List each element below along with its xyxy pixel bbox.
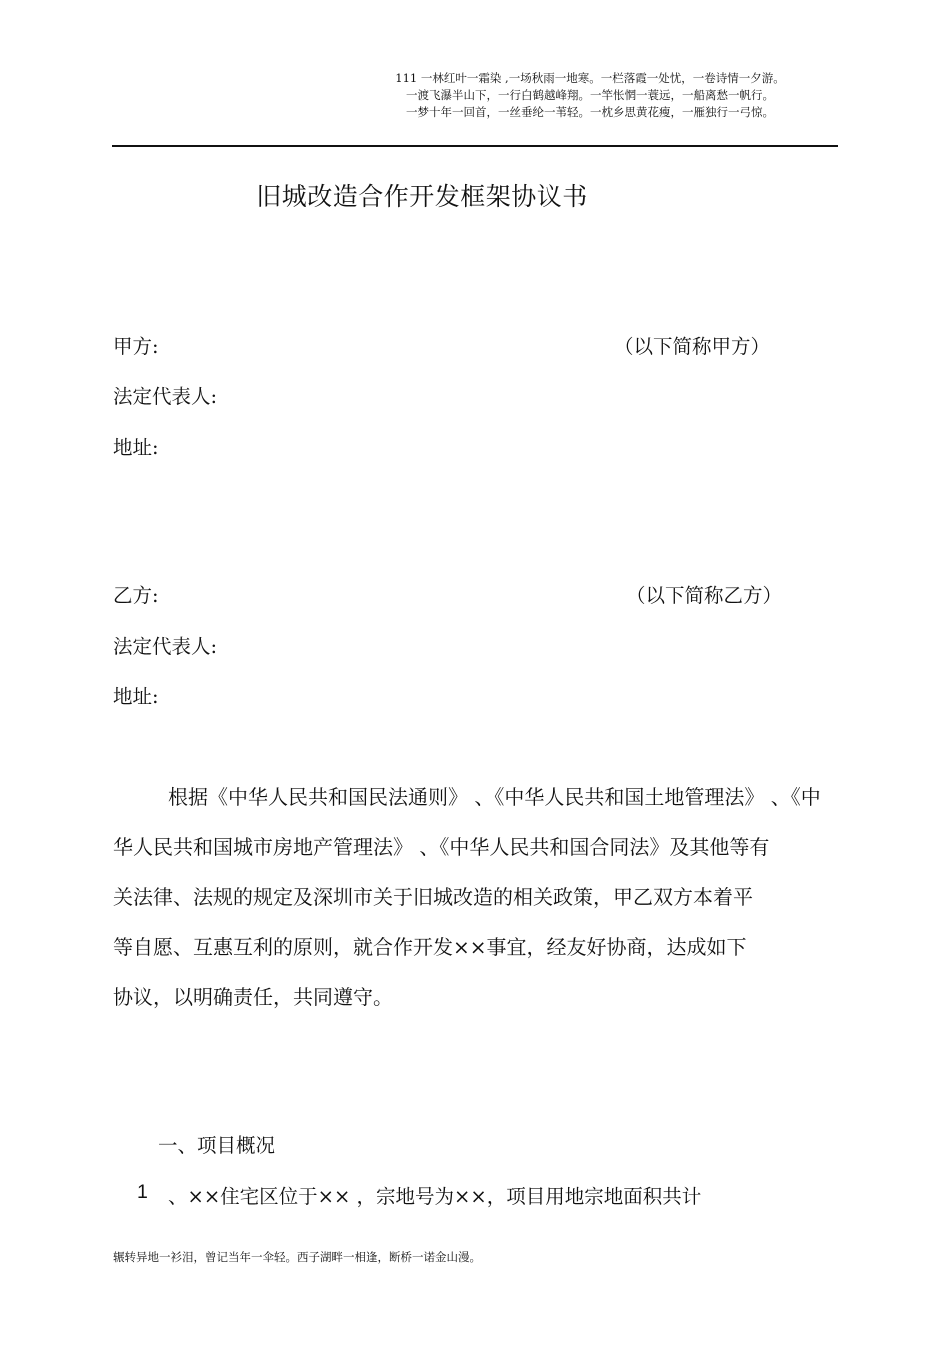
item-text: 、××住宅区位于×× ，宗地号为××，项目用地宗地面积共计 xyxy=(168,1185,702,1208)
preamble-line: 根据《中华人民共和国民法通则》 、《中华人民共和国土地管理法》 、《中 xyxy=(168,785,821,809)
header-poem xyxy=(340,70,840,121)
header-poem-line: 一渡飞瀑半山下，一行白鹤越峰翔。一竿怅惘一蓑远，一船离愁一帆行。 xyxy=(406,88,774,102)
header-divider xyxy=(112,145,838,147)
party-a-abbreviation: （以下简称甲方） xyxy=(614,335,771,358)
party-a-label: 甲方: xyxy=(113,335,159,358)
party-b-label: 乙方: xyxy=(113,584,159,607)
party-a-representative-label: 法定代表人: xyxy=(113,385,218,408)
party-a-address-label: 地址: xyxy=(113,436,159,459)
section-heading: 一、项目概况 xyxy=(158,1134,276,1157)
item-number: 1 xyxy=(137,1181,148,1203)
party-b-abbreviation: （以下简称乙方） xyxy=(626,584,783,607)
preamble-line: 关法律、法规的规定及深圳市关于旧城改造的相关政策，甲乙双方本着平 xyxy=(113,885,753,909)
preamble-line: 华人民共和国城市房地产管理法》 、《中华人民共和国合同法》及其他等有 xyxy=(113,835,770,859)
header-poem-line: 111 一林红叶一霜染 ,一场秋雨一地寒。一栏落霞一处忧，一卷诗情一夕游。 xyxy=(395,71,785,85)
preamble-line: 协议，以明确责任，共同遵守。 xyxy=(113,985,393,1009)
document-title: 旧城改造合作开发框架协议书 xyxy=(256,182,588,211)
preamble-line: 等自愿、互惠互利的原则，就合作开发××事宜，经友好协商，达成如下 xyxy=(113,935,747,959)
header-poem-line: 一梦十年一回首，一丝垂纶一苇轻。一枕乡思黄花瘦，一雁独行一弓惊。 xyxy=(406,105,774,119)
footer-poem: 辗转异地一衫泪，曾记当年一伞轻。西子湖畔一相逢，断桥一诺金山漫。 xyxy=(113,1250,481,1264)
party-b-representative-label: 法定代表人: xyxy=(113,635,218,658)
party-b-address-label: 地址: xyxy=(113,685,159,708)
